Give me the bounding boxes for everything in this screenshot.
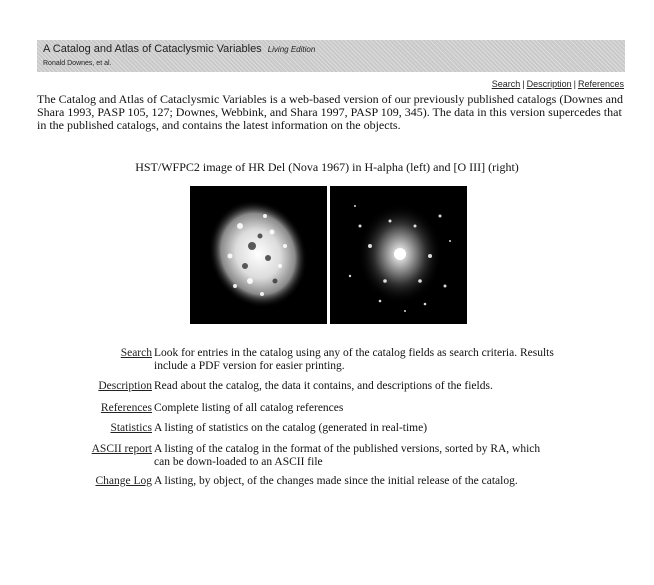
halpha-nebula-image (190, 186, 327, 324)
header-banner (37, 40, 625, 72)
top-nav (492, 79, 624, 89)
menu-desc-statistics: A listing of statistics on the catalog (generated in real-time) (154, 422, 428, 434)
menu-desc-description: Read about the catalog, the data it contains, and descriptions of the fields. (154, 380, 493, 392)
intro-paragraph: The Catalog and Atlas of Cataclysmic Variables is a web-based version of our previously published catalogs (Downes and Shara 1993, PASP 105, 127; Downes, Webbink, and Shara 1997, PASP 109, 345). The data in this version supercedes that in the published catalogs, and contains the latest information on the objects. (37, 92, 623, 132)
menu-desc-ascii-report: A listing of the catalog in the format of the published versions, sorted by RA, which can be down-loaded to an ASCII file (154, 443, 541, 468)
site-title-text: A Catalog and Atlas of Cataclysmic Variables (43, 43, 262, 55)
author-line: Ronald Downes, et al. (43, 60, 112, 67)
site-title (43, 43, 315, 55)
menu-link-ascii-report[interactable]: ASCII report (91, 443, 152, 455)
menu-desc-change-log: A listing, by object, of the changes made since the initial release of the catalog. (154, 475, 518, 487)
menu-desc-search: Look for entries in the catalog using any of the catalog fields as search criteria. Results include a PDF version for easier printing. (154, 347, 554, 372)
menu-link-statistics[interactable]: Statistics (110, 422, 152, 434)
figure-caption: HST/WFPC2 image of HR Del (Nova 1967) in H-alpha (left) and [O III] (right) (135, 160, 519, 174)
separator: | (573, 79, 576, 89)
separator: | (522, 79, 525, 89)
menu-link-description[interactable]: Description (98, 380, 152, 392)
oiii-nebula-image (330, 186, 467, 324)
menu-link-change-log[interactable]: Change Log (95, 475, 152, 487)
top-link-search[interactable]: Search (491, 79, 521, 89)
menu-link-search[interactable]: Search (120, 347, 152, 359)
menu-desc-references: Complete listing of all catalog references (154, 402, 344, 414)
menu-link-references[interactable]: References (100, 402, 152, 414)
edition-label: Living Edition (267, 45, 316, 54)
top-link-references[interactable]: References (577, 79, 624, 89)
top-link-description[interactable]: Description (526, 79, 572, 89)
